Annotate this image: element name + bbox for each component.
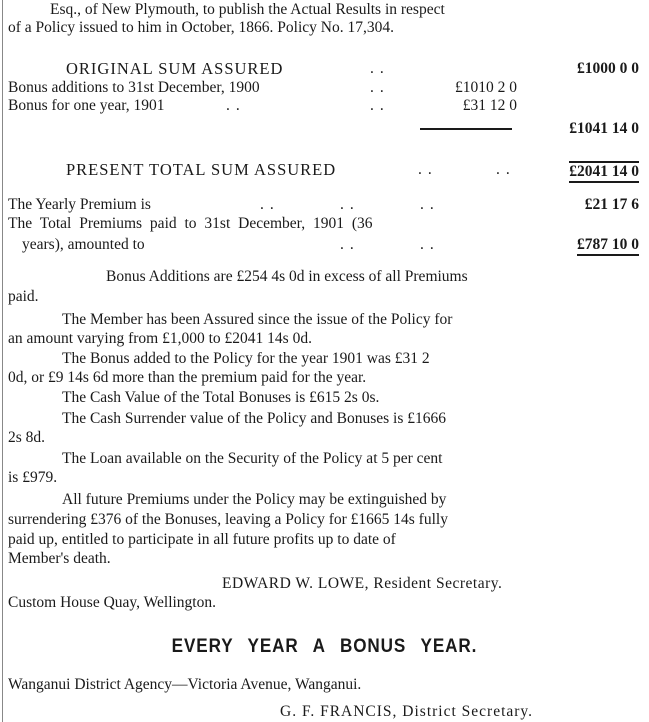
header-line-2: of a Policy issued to him in October, 1866. Policy No. 17,304.	[8, 19, 394, 36]
district-secretary: G. F. FRANCIS, District Secretary.	[280, 703, 534, 720]
bonus-total-value: £1041 14 0	[569, 120, 639, 137]
yearly-premium-label: The Yearly Premium is	[8, 196, 151, 213]
total-premiums-value: £787 10 0	[577, 236, 639, 256]
body-p3-line-2: 0d, or £9 14s 6d more than the premium paid for the year.	[8, 369, 367, 386]
leader-dots: ..	[420, 196, 440, 213]
leader-dots: ..	[496, 161, 516, 178]
signature-name: EDWARD W. LOWE, Resident Secretary.	[222, 575, 503, 592]
bonus-1900-value: £1010 2 0	[455, 79, 517, 96]
body-p7-line-2: surrendering £376 of the Bonuses, leaving a Policy for £1665 14s fully	[8, 511, 448, 528]
body-p1-line-2: paid.	[8, 288, 39, 305]
leader-dots: ..	[340, 236, 360, 253]
bonus-1901-label: Bonus for one year, 1901	[8, 97, 165, 114]
body-p5-line-2: 2s 8d.	[8, 429, 46, 446]
body-p7-line-4: Member's death.	[8, 550, 111, 567]
leader-dots: ..	[370, 60, 390, 77]
subtotal-rule	[420, 128, 512, 130]
body-p3-line-1: The Bonus added to the Policy for the year 1901 was £31 2	[62, 350, 430, 367]
present-sum-label: PRESENT TOTAL SUM ASSURED	[66, 160, 337, 179]
left-column-rule	[2, 0, 3, 722]
body-p1-line-1: Bonus Additions are £254 4s 0d in excess of all Premiums	[106, 268, 468, 285]
leader-dots: ..	[370, 79, 390, 96]
present-sum-value: £2041 14 0	[569, 161, 639, 183]
district-agency: Wanganui District Agency—Victoria Avenue, Wanganui.	[8, 676, 362, 693]
body-p5-line-1: The Cash Surrender value of the Policy and Bonuses is £1666	[62, 410, 446, 427]
header-line-1: Esq., of New Plymouth, to publish the Actual Results in respect	[50, 1, 445, 18]
leader-dots: ..	[418, 161, 438, 178]
leader-dots: ..	[340, 196, 360, 213]
slogan-heading: EVERY YEAR A BONUS YEAR.	[171, 636, 478, 657]
bonus-1900-label: Bonus additions to 31st December, 1900	[8, 79, 260, 96]
yearly-premium-value: £21 17 6	[584, 196, 639, 213]
body-p2-line-2: an amount varying from £1,000 to £2041 14s 0d.	[8, 330, 312, 347]
total-premiums-line-1: The Total Premiums paid to 31st December, 1901 (36	[8, 215, 373, 232]
body-p7-line-1: All future Premiums under the Policy may be extinguished by	[62, 491, 447, 508]
body-p2-line-1: The Member has been Assured since the issue of the Policy for	[62, 311, 453, 328]
leader-dots: ..	[260, 196, 280, 213]
leader-dots: ..	[226, 97, 246, 114]
leader-dots: ..	[370, 97, 390, 114]
signature-address: Custom House Quay, Wellington.	[8, 594, 216, 611]
original-sum-label: ORIGINAL SUM ASSURED	[66, 59, 284, 78]
leader-dots: ..	[420, 236, 440, 253]
body-p6-line-1: The Loan available on the Security of the Policy at 5 per cent	[62, 450, 443, 467]
body-p4-line-1: The Cash Value of the Total Bonuses is £615 2s 0s.	[62, 389, 380, 406]
total-premiums-line-2: years), amounted to	[22, 236, 145, 253]
bonus-1901-value: £31 12 0	[462, 97, 517, 114]
body-p6-line-2: is £979.	[8, 469, 58, 486]
body-p7-line-3: paid up, entitled to participate in all future profits up to date of	[8, 531, 396, 548]
original-sum-value: £1000 0 0	[577, 60, 639, 77]
